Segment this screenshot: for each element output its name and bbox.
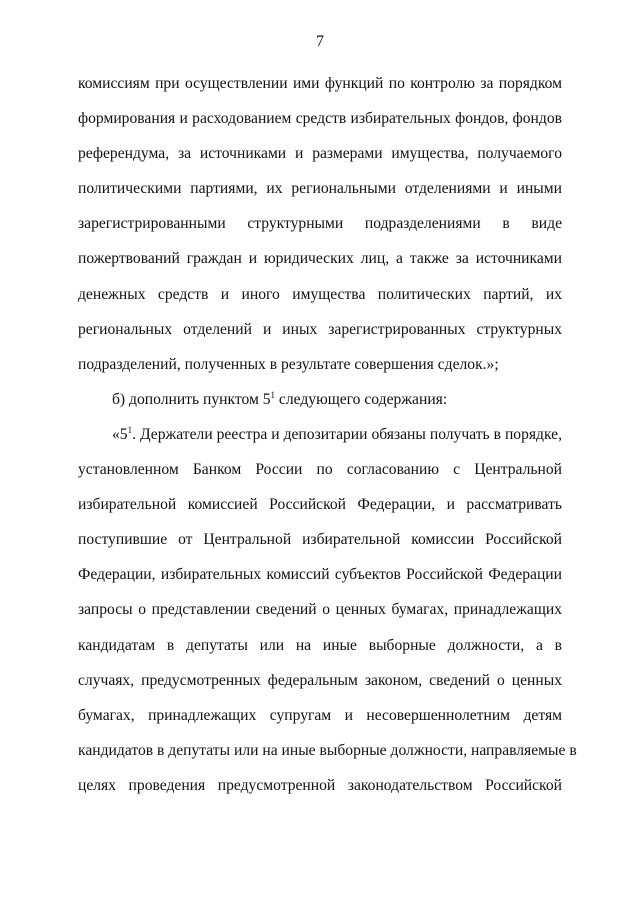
clause-text: . Держатели реестра и депозитарии обязаны получать в порядке, [132,425,562,443]
text-line: формирования и расходованием средств избирательных фондов, фондов [78,110,562,128]
superscript: 1 [127,424,133,435]
paragraph-3 [78,417,577,803]
text-line [78,417,562,452]
text-line: запросы о представлении сведений о ценных бумагах, принадлежащих [78,601,562,619]
text-line: политическими партиями, их региональными отделениями и иными [78,180,562,198]
text-line: пожертвований граждан и юридических лиц, а также за источниками [78,250,562,268]
text-line: региональных отделений и иных зарегистрированных структурных [78,320,562,338]
text-line: кандидатам в депутаты или на иные выборные должности, а в [78,636,562,654]
paragraph-2 [78,382,562,417]
text-line: подразделений, полученных в результате совершения сделок.»; [78,355,499,373]
text-line: поступившие от Центральной избирательной комиссии Российской [78,531,562,549]
text-line: случаях, предусмотренных федеральным законом, сведений о ценных [78,671,562,689]
clause-number: «5 [112,425,128,443]
page-number: 7 [316,33,324,50]
amendment-prefix: б) дополнить пунктом 5 [112,390,271,408]
document-body [78,66,577,803]
text-line: комиссиям при осуществлении ими функций по контролю за порядком [78,75,562,92]
text-line: кандидатов в депутаты или на иные выборные должности, направляемые в [78,741,577,759]
text-line: целях проведения предусмотренной законодательством Российской [78,776,562,794]
text-line: бумагах, принадлежащих супругам и несовершеннолетним детям [78,706,562,724]
text-line: установленном Банком России по согласованию с Центральной [78,461,562,479]
text-line: избирательной комиссией Российской Федерации, и рассматривать [78,496,562,514]
paragraph-1 [78,66,562,382]
amendment-suffix: следующего содержания: [275,390,448,408]
text-line: Федерации, избирательных комиссий субъектов Российской Федерации [78,566,562,584]
text-line: зарегистрированными структурными подразделениями в виде [78,215,562,233]
text-line: денежных средств и иного имущества политических партий, их [78,285,562,303]
text-line: референдума, за источниками и размерами имущества, получаемого [78,145,562,163]
superscript: 1 [270,389,276,400]
